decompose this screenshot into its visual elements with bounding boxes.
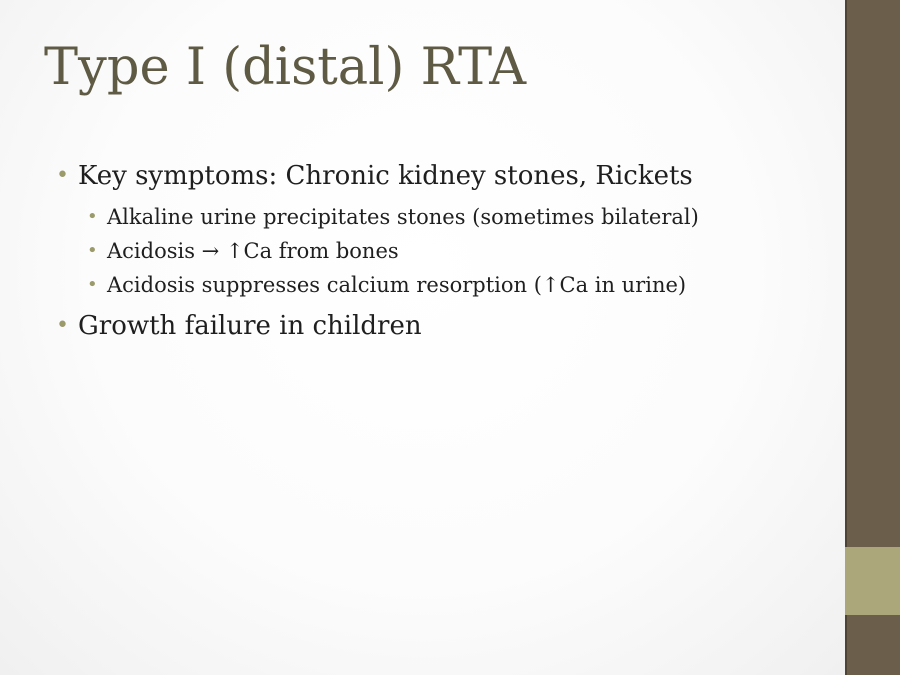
bullet-dot-icon: • xyxy=(87,274,98,295)
bullet-dot-icon: • xyxy=(87,206,98,227)
sub-bullet-item xyxy=(56,236,836,266)
bullet-item xyxy=(56,308,836,344)
side-accent-block xyxy=(845,547,900,615)
bullet-text: Key symptoms: Chronic kidney stones, Rickets xyxy=(78,161,693,191)
bullet-dot-icon: • xyxy=(56,163,69,188)
sub-bullet-item xyxy=(56,270,836,300)
bullet-dot-icon: • xyxy=(87,240,98,261)
bullet-item xyxy=(56,158,836,194)
bullet-dot-icon: • xyxy=(56,313,69,338)
bullet-text: Acidosis → ↑Ca from bones xyxy=(107,239,399,263)
bullet-text: Growth failure in children xyxy=(78,311,422,341)
bullet-list xyxy=(56,158,836,344)
side-decor-bar xyxy=(845,0,900,675)
sub-bullet-item xyxy=(56,202,836,232)
slide-title: Type I (distal) RTA xyxy=(44,38,527,97)
bullet-text: Alkaline urine precipitates stones (sometimes bilateral) xyxy=(107,205,699,229)
bullet-text: Acidosis suppresses calcium resorption (↑Ca in urine) xyxy=(107,273,687,297)
